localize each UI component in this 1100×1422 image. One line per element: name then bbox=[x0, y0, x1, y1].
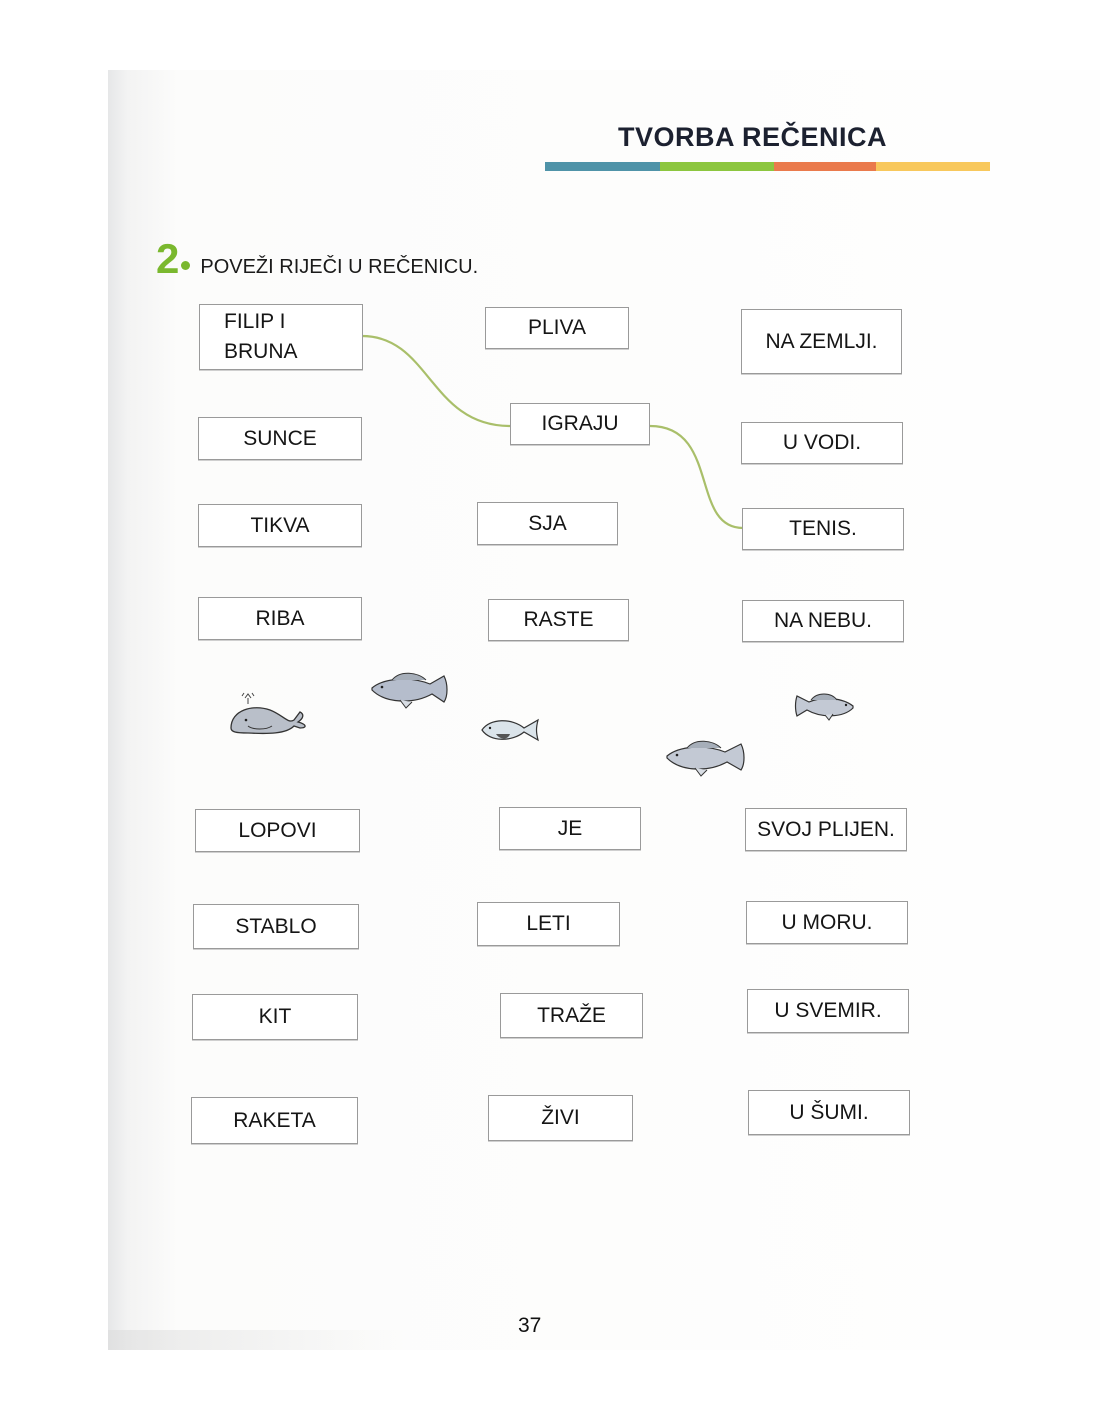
exercise-instruction: POVEŽI RIJEČI U REČENICU. bbox=[200, 256, 479, 278]
word-box-subject[interactable] bbox=[195, 809, 360, 852]
word-label: U ŠUMI. bbox=[789, 1100, 869, 1124]
word-box-complement[interactable] bbox=[741, 422, 903, 464]
word-box-complement[interactable] bbox=[748, 1090, 910, 1135]
word-label: TIKVA bbox=[250, 513, 310, 537]
word-box-complement[interactable] bbox=[742, 508, 904, 550]
word-label: NA NEBU. bbox=[773, 609, 873, 632]
word-box-verb[interactable] bbox=[500, 993, 643, 1038]
word-label: LOPOVI bbox=[238, 818, 317, 842]
word-label: PLIVA bbox=[528, 316, 586, 339]
word-box-complement[interactable] bbox=[745, 808, 907, 851]
word-box-complement[interactable] bbox=[741, 309, 902, 374]
fish-icon bbox=[796, 694, 854, 720]
word-label: RIBA bbox=[255, 606, 305, 630]
word-label: STABLO bbox=[235, 914, 317, 938]
word-box-subject[interactable] bbox=[198, 597, 362, 640]
word-box-subject[interactable] bbox=[193, 904, 359, 949]
word-label: NA ZEMLJI. bbox=[765, 329, 878, 353]
fish-icon bbox=[372, 673, 447, 708]
word-label: IGRAJU bbox=[541, 412, 619, 435]
word-box-complement[interactable] bbox=[747, 989, 909, 1033]
word-box-complement[interactable] bbox=[742, 600, 904, 642]
word-box-subject[interactable] bbox=[199, 304, 363, 370]
page-title: TVORBA REČENICA bbox=[618, 122, 888, 152]
word-label: RAKETA bbox=[233, 1108, 316, 1132]
word-label: U MORU. bbox=[781, 910, 873, 934]
fish-icon bbox=[667, 741, 744, 776]
word-box-subject[interactable] bbox=[192, 994, 358, 1040]
word-box-verb[interactable] bbox=[488, 1095, 633, 1141]
word-label: JE bbox=[557, 816, 583, 840]
exercise-number: 2 bbox=[156, 235, 180, 282]
word-box-verb[interactable] bbox=[477, 902, 620, 946]
word-label: RASTE bbox=[523, 608, 594, 631]
word-box-complement[interactable] bbox=[746, 901, 908, 944]
connector-line-verb-complement bbox=[650, 426, 743, 528]
fish-icon bbox=[482, 720, 538, 740]
whale-icon bbox=[231, 693, 305, 733]
word-label: TRAŽE bbox=[537, 1003, 606, 1027]
word-label: ŽIVI bbox=[541, 1106, 580, 1129]
connector-line-subject-verb bbox=[362, 336, 510, 426]
word-box-subject[interactable] bbox=[191, 1097, 358, 1144]
word-box-verb[interactable] bbox=[477, 502, 618, 545]
word-box-subject[interactable] bbox=[198, 417, 362, 460]
word-box-verb[interactable] bbox=[510, 403, 650, 445]
word-label: TENIS. bbox=[789, 517, 857, 540]
word-label: LETI bbox=[526, 912, 571, 935]
word-box-verb[interactable] bbox=[488, 599, 629, 641]
word-label: SUNCE bbox=[243, 426, 317, 450]
word-label: SVOJ PLIJEN. bbox=[757, 817, 895, 841]
word-label: U SVEMIR. bbox=[774, 999, 882, 1022]
word-label: FILIP I BRUNA bbox=[224, 310, 298, 363]
word-label: KIT bbox=[258, 1005, 292, 1028]
word-box-subject[interactable] bbox=[198, 504, 362, 547]
word-label: SJA bbox=[528, 511, 567, 535]
word-label: U VODI. bbox=[782, 431, 862, 454]
word-box-verb[interactable] bbox=[499, 807, 641, 850]
page-number: 37 bbox=[518, 1314, 542, 1337]
word-box-verb[interactable] bbox=[485, 307, 629, 349]
